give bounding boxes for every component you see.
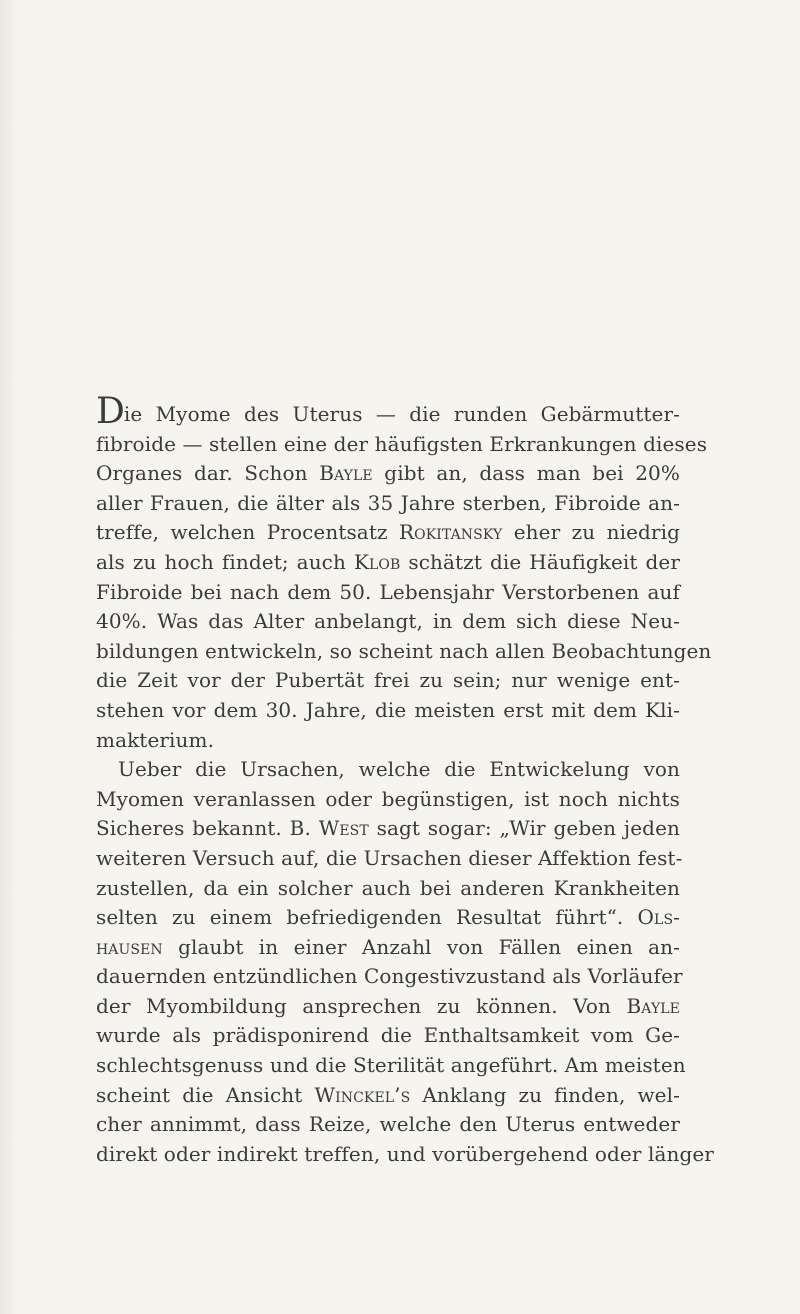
text-line: cher annimmt, dass Reize, welche den Uterus entweder	[96, 1112, 680, 1137]
text-line: Myomen veranlassen oder begünstigen, ist noch nichts	[96, 786, 680, 811]
text-line: aller Frauen, die älter als 35 Jahre sterben, Fibroide an-	[96, 490, 680, 515]
text-line: Organes dar. Schon Bayle gibt an, dass man bei 20%	[96, 461, 680, 486]
author-name: Ols-	[637, 905, 680, 930]
text-line: direkt oder indirekt treffen, und vorübergehend oder länger	[96, 1141, 714, 1166]
text-line: scheint die Ansicht Winckel’s Anklang zu finden, wel-	[96, 1082, 680, 1107]
text-line: hausen glaubt in einer Anzahl von Fällen einen an-	[96, 934, 680, 959]
text-line: schlechtsgenuss und die Sterilität angeführt. Am meisten	[96, 1053, 686, 1078]
text-line: zustellen, da ein solcher auch bei anderen Krankheiten	[96, 875, 680, 900]
author-name: hausen	[96, 934, 163, 959]
text-line: Die Myome des Uterus — die runden Gebärmutter-	[96, 391, 680, 432]
drop-cap: D	[96, 391, 124, 432]
text-line: wurde als prädisponirend die Enthaltsamkeit vom Ge-	[96, 1023, 680, 1048]
text-line: die Zeit vor der Pubertät frei zu sein; nur wenige ent-	[96, 668, 680, 693]
author-name: Bayle	[319, 461, 373, 486]
text-line: fibroide — stellen eine der häufigsten Erkrankungen dieses	[96, 431, 708, 456]
author-name: Winckel’s	[314, 1082, 411, 1107]
text-line: Sicheres bekannt. B. West sagt sogar: „Wir geben jeden	[96, 816, 680, 841]
text-line: selten zu einem befriedigenden Resultat führt“. Ols-	[96, 905, 680, 930]
text-line: 40%. Was das Alter anbelangt, in dem sich diese Neu-	[96, 609, 680, 634]
page-edge	[0, 0, 18, 1314]
author-name: Bayle	[626, 993, 680, 1018]
text-line: makterium.	[96, 727, 215, 752]
text-line: dauernden entzündlichen Congestivzustand als Vorläufer	[96, 964, 683, 989]
text-line: Fibroide bei nach dem 50. Lebensjahr Verstorbenen auf	[96, 579, 680, 604]
text-line: stehen vor dem 30. Jahre, die meisten erst mit dem Kli-	[96, 697, 680, 722]
text-line: weiteren Versuch auf, die Ursachen dieser Affektion fest-	[96, 845, 683, 870]
author-name: Rokitansky	[398, 520, 503, 545]
author-name: West	[318, 816, 369, 841]
text-line: bildungen entwickeln, so scheint nach allen Beobachtungen	[96, 638, 712, 663]
text-line: treffe, welchen Procentsatz Rokitansky eher zu niedrig	[96, 520, 680, 545]
author-name: Klob	[353, 549, 401, 574]
text-line: als zu hoch findet; auch Klob schätzt die Häufigkeit der	[96, 549, 681, 574]
text-line: Ueber die Ursachen, welche die Entwickelung von	[118, 757, 680, 782]
text-line: der Myombildung ansprechen zu können. Von Bayle	[96, 993, 680, 1018]
body-text	[96, 391, 714, 1169]
